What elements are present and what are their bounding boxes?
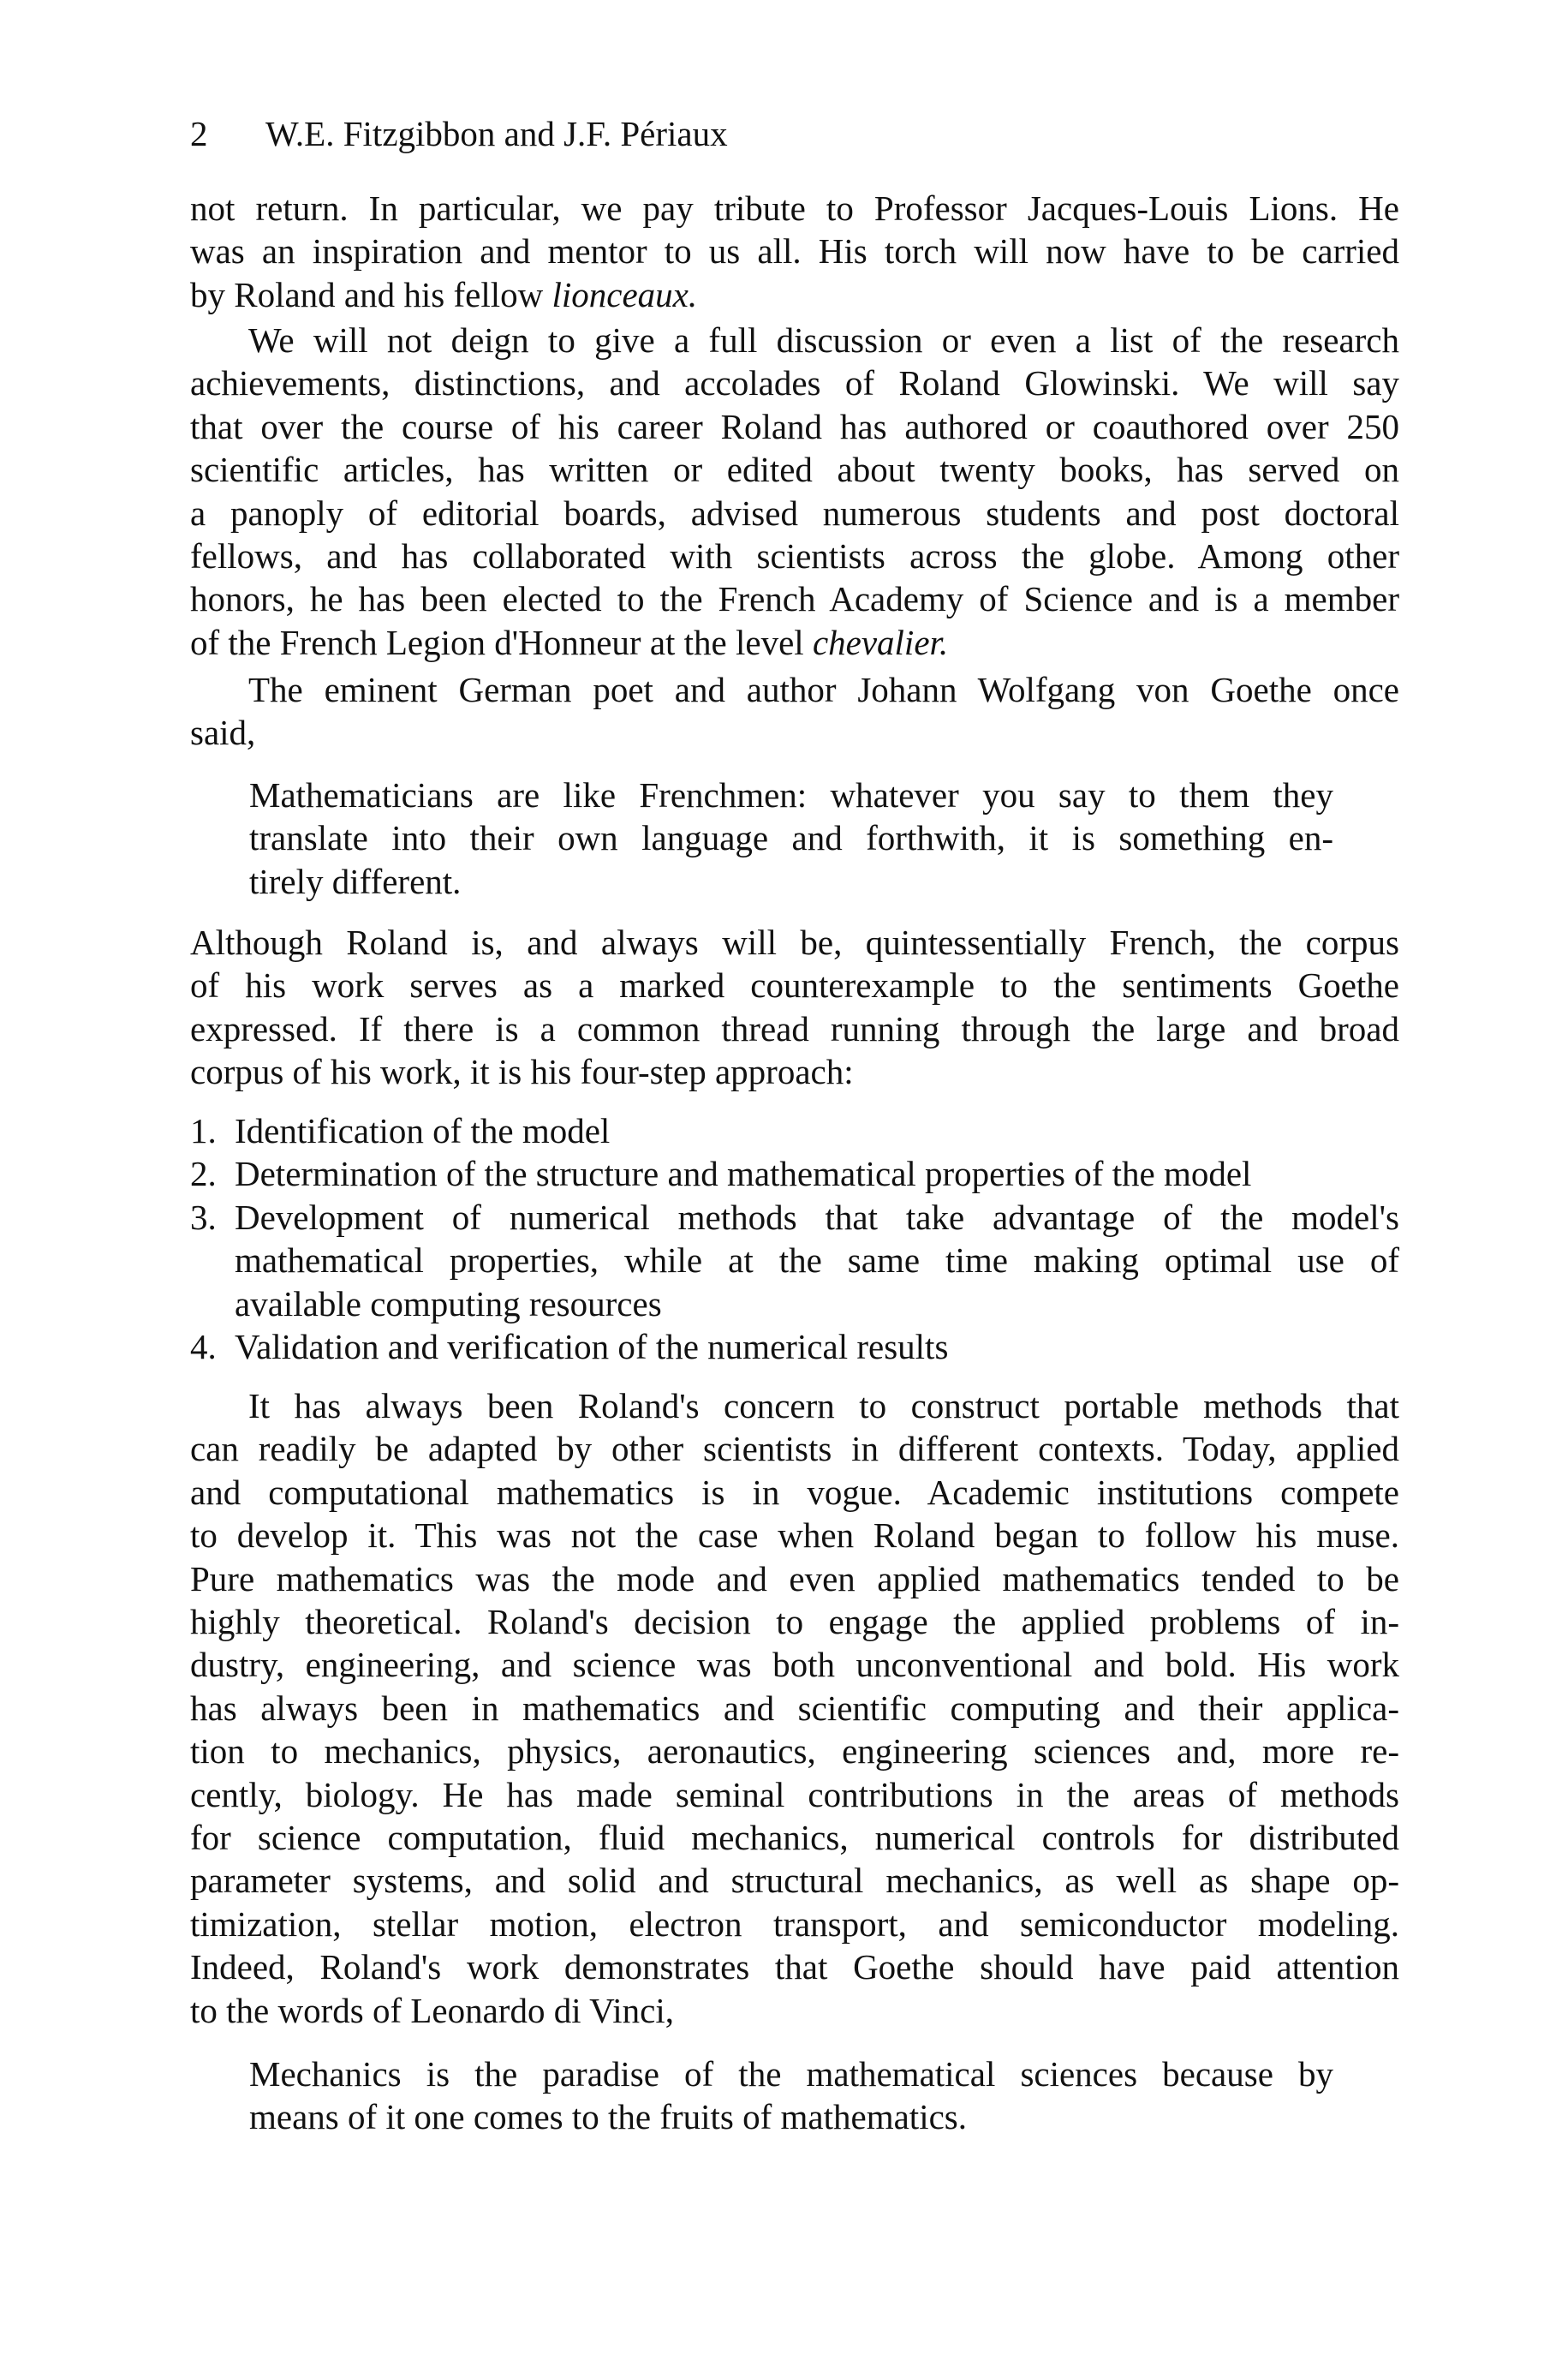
text-line: to develop it. This was not the case when Roland began to follow his muse. [190,1515,1399,1556]
text-line: scientific articles, has written or edited about twenty books, has served on [190,450,1399,490]
text-line: honors, he has been elected to the French Academy of Science and is a member [190,579,1399,619]
paragraph-5 [190,1384,1399,2032]
text-line: dustry, engineering, and science was both unconventional and bold. His work [190,1645,1399,1685]
text-line: parameter systems, and solid and structural mechanics, as well as shape op- [190,1861,1399,1901]
text-line: and computational mathematics is in vogue. Academic institutions compete [190,1472,1399,1512]
text-line: Although Roland is, and always will be, quintessentially French, the corpus [190,923,1399,962]
text-line: said, [190,713,256,753]
list-number: 4. [190,1327,217,1367]
text-line: Mathematicians are like Frenchmen: whatever you say to them they [249,775,1333,815]
text-line: to the words of Leonardo di Vinci, [190,1990,674,2030]
text-line: corpus of his work, it is his four-step approach: [190,1052,854,1092]
text-line: tirely different. [249,861,462,901]
list-item [190,1152,1399,1195]
text-span: of the French Legion d'Honneur at the level [190,622,813,662]
text-line: can readily be adapted by other scientists in different contexts. Today, applied [190,1429,1399,1469]
list-item [190,1325,1399,1368]
text-line: achievements, distinctions, and accolades of Roland Glowinski. We will say [190,363,1399,403]
text-line: Development of numerical methods that take advantage of the model's [235,1197,1399,1237]
paragraph-3 [190,668,1399,755]
text-line: was an inspiration and mentor to us all. His torch will now have to be carried [190,231,1399,272]
text-line: expressed. If there is a common thread running through the large and broad [190,1008,1399,1049]
goethe-quote [249,774,1333,903]
running-header-authors: W.E. Fitzgibbon and J.F. Périaux [265,114,728,153]
text-line: cently, biology. He has made seminal contributions in the areas of methods [190,1774,1399,1814]
da-vinci-quote [249,2052,1333,2139]
text-line [190,273,1399,316]
text-line: mathematical properties, while at the same time making optimal use of [235,1240,1399,1281]
text-line: available computing resources [235,1283,662,1323]
list-item [190,1196,1399,1325]
text-line: Pure mathematics was the mode and even applied mathematics tended to be [190,1558,1399,1598]
text-line: of his work serves as a marked counterexample to the sentiments Goethe [190,965,1399,1006]
text-line: translate into their own language and forthwith, it is something en- [249,818,1333,858]
text-line: Identification of the model [235,1111,611,1150]
text-line [190,621,1399,664]
text-line: not return. In particular, we pay tribute to Professor Jacques-Louis Lions. He [190,188,1399,228]
text-line: Indeed, Roland's work demonstrates that Goethe should have paid attention [190,1947,1399,1987]
text-line: tion to mechanics, physics, aeronautics, engineering sciences and, more re- [190,1731,1399,1772]
italic-term: chevalier. [812,622,949,662]
italic-term: lionceaux. [551,274,698,314]
list-item [190,1109,1399,1152]
list-number: 2. [190,1154,217,1194]
text-line: means of it one comes to the fruits of mathematics. [249,2097,967,2137]
paragraph-4 [190,921,1399,1094]
text-line: that over the course of his career Roland has authored or coauthored over 250 [190,406,1399,446]
text-line: for science computation, fluid mechanics, numerical controls for distributed [190,1818,1399,1858]
paragraph-1 [190,187,1399,316]
running-header [190,112,728,155]
text-line: The eminent German poet and author Johann Wolfgang von Goethe once [248,670,1399,709]
text-line: It has always been Roland's concern to construct portable methods that [248,1386,1399,1425]
text-span: by Roland and his fellow [190,274,552,314]
text-line: Mechanics is the paradise of the mathematical sciences because by [249,2054,1333,2094]
text-line: a panoply of editorial boards, advised numerous students and post doctoral [190,493,1399,533]
text-line: has always been in mathematics and scientific computing and their applica- [190,1688,1399,1728]
text-line: highly theoretical. Roland's decision to engage the applied problems of in- [190,1602,1399,1642]
text-line: Validation and verification of the numerical results [235,1327,949,1367]
list-number: 1. [190,1111,217,1150]
page-number: 2 [190,114,208,153]
list-number: 3. [190,1197,217,1237]
paragraph-2 [190,319,1399,664]
text-line: fellows, and has collaborated with scientists across the globe. Among other [190,536,1399,577]
approach-list [190,1109,1399,1368]
text-line: We will not deign to give a full discussion or even a list of the research [248,320,1399,360]
text-line: Determination of the structure and mathematical properties of the model [235,1154,1252,1194]
text-line: timization, stellar motion, electron transport, and semiconductor modeling. [190,1903,1399,1944]
